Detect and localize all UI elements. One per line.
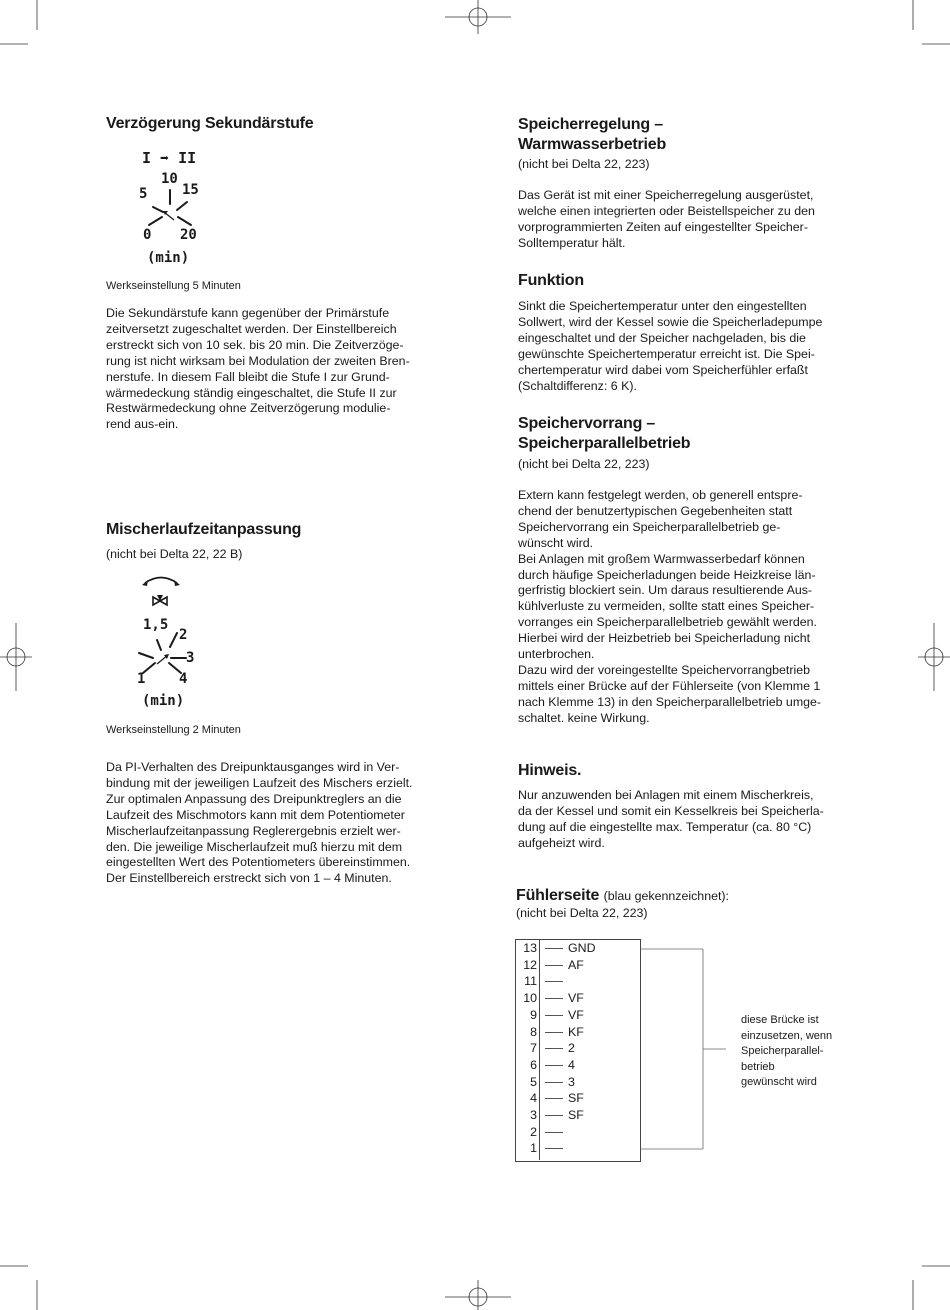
caption-werkseinstellung-2: Werkseinstellung 2 Minuten — [106, 724, 241, 736]
text-line: Der Einstellbereich erstreckt sich von 1 – 4 Minuten. — [106, 871, 392, 886]
terminal-number: 12 — [523, 957, 537, 972]
dial-label: 5 — [139, 186, 148, 202]
text-line: (Schaltdifferenz: 6 K). — [518, 378, 637, 393]
section-title-mischerlaufzeit: Mischerlaufzeitanpassung — [106, 521, 302, 538]
section-title-hinweis: Hinweis. — [518, 762, 582, 779]
section-title-speichervorrang — [518, 414, 690, 454]
dial-label: 15 — [182, 182, 199, 198]
terminal-number: 3 — [530, 1108, 537, 1122]
lead-line — [545, 998, 563, 999]
terminal-row — [515, 1074, 639, 1091]
terminal-row — [515, 1057, 639, 1074]
dial-mischer — [133, 573, 213, 713]
terminal-row — [515, 973, 639, 990]
dial-label: 4 — [179, 671, 188, 687]
terminal-number: 8 — [530, 1024, 537, 1039]
text-line: Bei Anlagen mit großem Warmwasserbedarf können — [518, 551, 805, 566]
text-line: welche einen integrierten oder Beistellspeicher zu den — [518, 203, 815, 218]
dial-label: 0 — [143, 227, 152, 243]
dial-label: 20 — [180, 227, 197, 243]
bridge-note — [741, 1013, 832, 1091]
text-line: Mischerlaufzeitanpassung Reglerergebnis erzielt wer- — [106, 823, 401, 838]
terminal-label: 2 — [568, 1041, 575, 1056]
subtitle-speichervorrang: (nicht bei Delta 22, 223) — [518, 457, 650, 471]
stage-indicator: I ➡ II — [142, 149, 197, 167]
bridge-bracket — [630, 940, 730, 1160]
title-line: Warmwasserbetrieb — [518, 136, 667, 153]
dial-label: 1,5 — [143, 617, 169, 633]
lead-line — [545, 1098, 563, 1099]
terminal-number: 6 — [530, 1057, 537, 1072]
title-line: Speichervorrang – — [518, 415, 656, 432]
terminal-number: 2 — [530, 1124, 537, 1139]
terminal-row — [515, 940, 639, 957]
terminal-label: VF — [568, 991, 584, 1006]
caption-werkseinstellung-5: Werkseinstellung 5 Minuten — [106, 280, 241, 292]
text-line: mittels einer Brücke auf der Fühlerseite (von Klemme 1 — [518, 678, 821, 693]
terminal-number: 13 — [523, 941, 537, 955]
text-line: gerfristig blockiert sein. Um daraus resultierende Aus- — [518, 583, 813, 598]
paragraph-funktion — [518, 299, 855, 394]
text-line: rung ist nicht wirksam bei Modulation der zweiten Bren- — [106, 353, 410, 368]
terminal-label: 4 — [568, 1057, 575, 1072]
terminal-number: 7 — [530, 1041, 537, 1056]
section-title-verzoegerung: Verzögerung Sekundärstufe — [106, 115, 314, 132]
dial-label: 2 — [179, 627, 188, 643]
paragraph-hinweis — [518, 788, 855, 852]
text-line: gewünschte Speichertemperatur erreicht ist. Die Spei- — [518, 346, 815, 361]
text-line: nach Klemme 13) in den Speicherparallelbetrieb umge- — [518, 694, 822, 709]
text-line: wünscht wird. — [518, 535, 594, 550]
lead-line — [545, 1032, 563, 1033]
text-line: vorprogrammierten Zeiten auf eingestellter Speicher- — [518, 219, 808, 234]
terminal-label: GND — [568, 941, 596, 955]
section-title-funktion: Funktion — [518, 272, 584, 289]
terminal-label: KF — [568, 1024, 584, 1039]
terminal-row — [515, 1007, 639, 1024]
terminal-label: SF — [568, 1108, 584, 1122]
text-line: Laufzeit des Mischmotors kann mit dem Potentiometer — [106, 807, 405, 822]
mixer-valve-icon — [133, 573, 213, 713]
terminal-row — [515, 1090, 639, 1107]
note-line: Speicherparallel- — [741, 1045, 824, 1057]
dial-unit: (min) — [147, 250, 190, 266]
terminal-number: 5 — [530, 1074, 537, 1089]
text-line: Die Sekundärstufe kann gegenüber der Primärstufe — [106, 306, 390, 320]
text-line: Solltemperatur hält. — [518, 235, 626, 250]
text-line: Das Gerät ist mit einer Speicherregelung ausgerüstet, — [518, 188, 814, 202]
text-line: bindung mit der jeweiligen Laufzeit des Mischers erzielt. — [106, 775, 413, 790]
text-line: Nur anzuwenden bei Anlagen mit einem Mischerkreis, — [518, 788, 814, 802]
title-suffix: (blau gekennzeichnet): — [603, 889, 729, 903]
terminal-row — [515, 1024, 639, 1041]
text-line: Speichervorrang ein Speicherparallelbetrieb ge- — [518, 519, 781, 534]
terminal-number: 11 — [524, 974, 537, 989]
lead-line — [545, 1082, 563, 1083]
lead-line — [545, 1065, 563, 1066]
terminal-row — [515, 1124, 639, 1141]
text-line: unterbrochen. — [518, 647, 595, 662]
note-line: gewünscht wird — [741, 1076, 817, 1088]
text-line: kühlverluste zu vermeiden, sollte statt eines Speicher- — [518, 599, 815, 614]
terminal-number: 4 — [530, 1091, 537, 1106]
text-line: Da PI-Verhalten des Dreipunktausganges wird in Ver- — [106, 760, 400, 774]
lead-line — [545, 1015, 563, 1016]
text-line: eingestellten Wert des Potentiometers übereinstimmen. — [106, 855, 411, 870]
dial-label: 1 — [137, 671, 146, 687]
dial-label: 10 — [161, 171, 178, 187]
terminal-label: VF — [568, 1007, 584, 1022]
text-line: rend aus-ein. — [106, 417, 179, 432]
text-line: chertemperatur wird dabei vom Speicherfühler erfaßt — [518, 362, 808, 377]
paragraph-verzoegerung — [106, 306, 439, 433]
terminal-label: 3 — [568, 1074, 575, 1089]
terminal-row — [515, 957, 639, 974]
terminal-label: AF — [568, 957, 584, 972]
lead-line — [545, 1048, 563, 1049]
title-text: Fühlerseite — [516, 887, 600, 904]
text-line: Sollwert, wird der Kessel sowie die Speicherladepumpe — [518, 314, 823, 329]
section-title-speicherregelung — [518, 115, 666, 155]
lead-line — [545, 1132, 563, 1133]
lead-line — [545, 981, 563, 982]
dial-label: 3 — [186, 650, 195, 666]
note-line: betrieb — [741, 1060, 775, 1073]
terminal-row — [515, 1140, 639, 1157]
terminal-row — [515, 1107, 639, 1124]
title-line: Speicherregelung – — [518, 116, 663, 133]
text-line: eingeschaltet und der Speicher nachgeladen, bis die — [518, 330, 806, 345]
terminal-row — [515, 990, 639, 1007]
text-line: erstreckt sich von 10 sek. bis 20 min. Die Zeitverzöge- — [106, 337, 404, 352]
dial-verzoegerung — [130, 148, 210, 268]
text-line: dung auf die eingestellte max. Temperatur (ca. 80 °C) — [518, 819, 812, 834]
text-line: schaltet. keine Wirkung. — [518, 710, 650, 725]
text-line: wärmedeckung ständig eingeschaltet, die Stufe II zur — [106, 385, 397, 400]
lead-line — [545, 948, 563, 949]
section-title-fuehlerseite — [516, 887, 729, 905]
text-line: aufgeheizt wird. — [518, 835, 605, 850]
text-line: nerstufe. In diesem Fall bleibt die Stufe I zur Grund- — [106, 369, 390, 384]
note-line: diese Brücke ist — [741, 1014, 819, 1026]
terminal-number: 10 — [523, 991, 537, 1006]
terminal-row — [515, 1040, 639, 1057]
terminal-label: SF — [568, 1091, 584, 1106]
text-line: den. Die jeweilige Mischerlaufzeit muß hierzu mit dem — [106, 839, 403, 854]
lead-line — [545, 965, 563, 966]
text-line: Zur optimalen Anpassung des Dreipunktreglers an die — [106, 791, 402, 806]
terminal-number: 1 — [530, 1141, 537, 1156]
subtitle-mischer: (nicht bei Delta 22, 22 B) — [106, 547, 243, 561]
text-line: vorranges ein Speicherparallelbetrieb gewählt werden. — [518, 615, 817, 630]
text-line: Hierbei wird der Heizbetrieb bei Speicherladung nicht — [518, 631, 811, 646]
text-line: durch häufige Speicherladungen beide Heizkreise län- — [518, 567, 816, 582]
title-line: Speicherparallelbetrieb — [518, 435, 691, 452]
lead-line — [545, 1148, 563, 1149]
text-line: Restwärmedeckung ohne Zeitverzögerung modulie- — [106, 401, 391, 416]
dial-ticks-icon — [130, 148, 210, 268]
dial-unit: (min) — [142, 693, 185, 709]
lead-line — [545, 1115, 563, 1116]
text-line: Dazu wird der voreingestellte Speichervorrangbetrieb — [518, 662, 811, 677]
text-line: Extern kann festgelegt werden, ob generell entspre- — [518, 488, 803, 502]
note-line: einzusetzen, wenn — [741, 1029, 833, 1042]
text-line: zeitversetzt zugeschaltet werden. Der Einstellbereich — [106, 321, 397, 336]
terminal-number: 9 — [530, 1007, 537, 1022]
paragraph-mischer — [106, 760, 439, 887]
paragraph-speichervorrang — [518, 488, 855, 727]
text-line: da der Kessel und somit ein Kesselkreis bei Speicherla- — [518, 803, 824, 818]
text-line: chend der benutzertypischen Gegebenheiten statt — [518, 503, 793, 518]
subtitle-fuehlerseite: (nicht bei Delta 22, 223) — [516, 906, 648, 920]
paragraph-speicherregelung — [518, 188, 855, 252]
subtitle-speicherregelung: (nicht bei Delta 22, 223) — [518, 157, 650, 171]
text-line: Sinkt die Speichertemperatur unter den eingestellten — [518, 299, 807, 313]
